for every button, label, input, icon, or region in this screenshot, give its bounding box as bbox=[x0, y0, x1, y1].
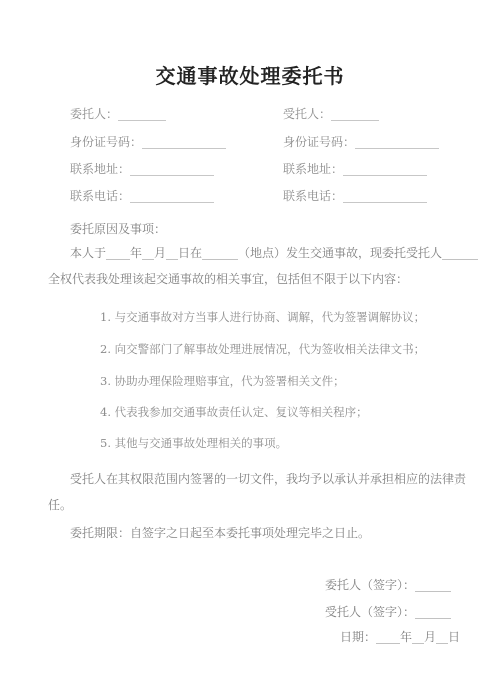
principal-field: 委托人：________ bbox=[70, 107, 167, 121]
principal-id-field: 身份证号码：______________ bbox=[70, 135, 227, 149]
signature-date: 日期：____年__月__日 bbox=[340, 630, 461, 644]
term-text: 委托期限：自签字之日起至本委托事项处理完毕之日止。 bbox=[70, 526, 371, 540]
acknowledge-line-1: 受托人在其权限范围内签署的一切文件，我均予以承认并承担相应的法律责 bbox=[70, 472, 467, 486]
agent-phone-field: 联系电话：______________ bbox=[283, 189, 428, 203]
list-item: 3. 协助办理保险理赔事宜，代为签署相关文件； bbox=[100, 374, 345, 388]
principal-phone-field: 联系电话：______________ bbox=[70, 189, 215, 203]
principal-address-field: 联系地址：______________ bbox=[70, 162, 215, 176]
list-item: 5. 其他与交通事故处理相关的事项。 bbox=[100, 436, 288, 450]
principal-signature: 委托人（签字）：______ bbox=[325, 578, 452, 592]
acknowledge-line-2: 任。 bbox=[48, 498, 73, 512]
document-title: 交通事故处理委托书 bbox=[155, 64, 345, 88]
agent-address-field: 联系地址：______________ bbox=[283, 162, 428, 176]
list-item: 2. 向交警部门了解事故处理进展情况，代为签收相关法律文书； bbox=[100, 342, 426, 356]
agent-field: 受托人：________ bbox=[283, 107, 380, 121]
agent-signature: 受托人（签字）：______ bbox=[325, 605, 452, 619]
list-item: 4. 代表我参加交通事故责任认定、复议等相关程序； bbox=[100, 405, 368, 419]
reason-heading: 委托原因及事项： bbox=[70, 222, 167, 236]
reason-line-2: 全权代表我处理该起交通事故的相关事宜，包括但不限于以下内容： bbox=[48, 272, 409, 286]
agent-id-field: 身份证号码：______________ bbox=[283, 135, 440, 149]
reason-line-1: 本人于____年__月__日在______（地点）发生交通事故，现委托受托人______ bbox=[70, 246, 479, 260]
list-item: 1. 与交通事故对方当事人进行协商、调解，代为签署调解协议； bbox=[100, 310, 426, 324]
